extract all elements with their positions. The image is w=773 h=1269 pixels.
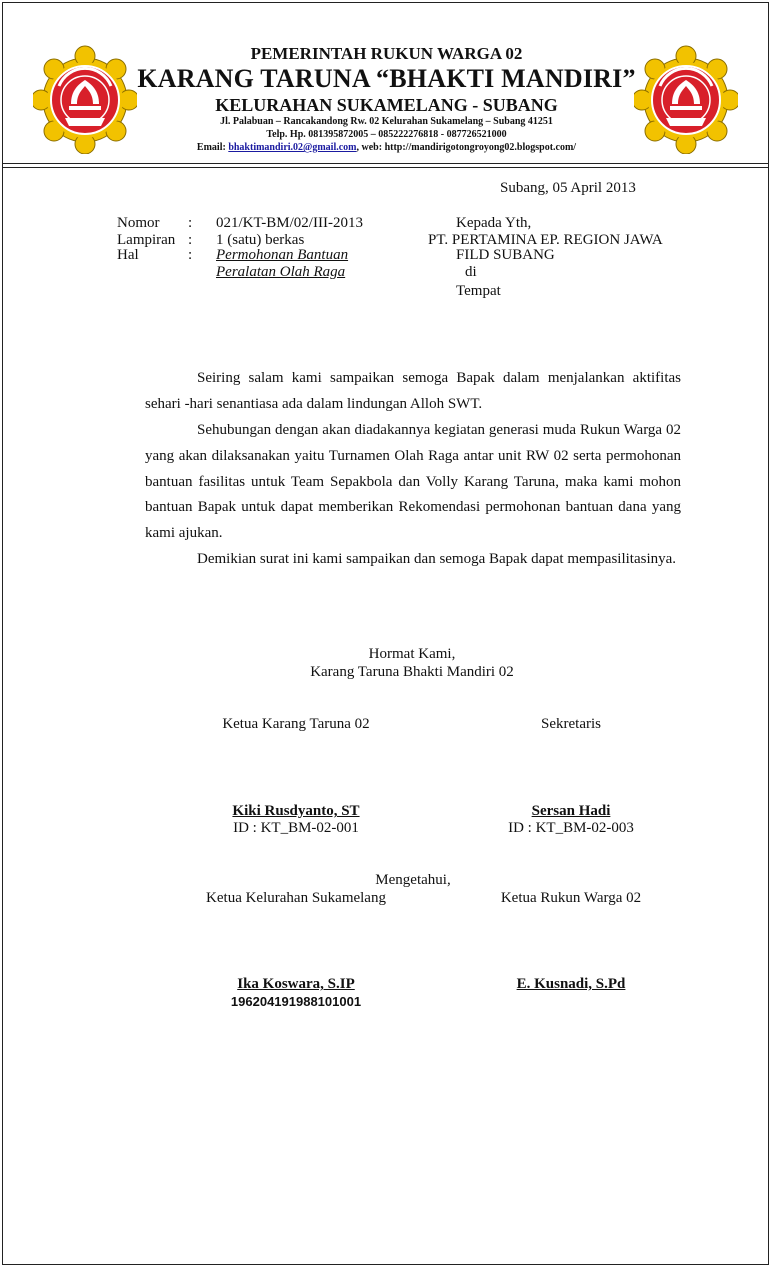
nomor-value: 021/KT-BM/02/III-2013 bbox=[216, 215, 363, 231]
signer-right-name: Sersan Hadi bbox=[531, 803, 611, 819]
lampiran-colon: : bbox=[188, 232, 193, 248]
signer-right-title: Sekretaris bbox=[541, 716, 601, 732]
nomor-colon: : bbox=[188, 215, 193, 231]
rw-title: Ketua Rukun Warga 02 bbox=[500, 890, 642, 906]
recipient-line3: FILD SUBANG bbox=[456, 247, 555, 263]
signer-left-id: ID : KT_BM-02-001 bbox=[233, 820, 359, 836]
lampiran-value: 1 (satu) berkas bbox=[216, 232, 305, 248]
letterhead-line3: KELURAHAN SUKAMELANG - SUBANG bbox=[215, 95, 558, 115]
body-paragraph-1: Seiring salam kami sampaikan semoga Bapak dalam menjalankan aktifitas sehari -hari senantiasa ada dalam lindungan Alloh SWT. bbox=[145, 370, 681, 412]
letterhead-divider-bottom bbox=[2, 167, 769, 168]
signer-right-id: ID : KT_BM-02-003 bbox=[508, 820, 634, 836]
letterhead-divider-top bbox=[2, 163, 769, 164]
kelurahan-title: Ketua Kelurahan Sukamelang bbox=[206, 890, 386, 906]
body-paragraph-3: Demikian surat ini kami sampaikan dan semoga Bapak dapat mempasilitasinya. bbox=[197, 551, 677, 567]
letterhead-line1: PEMERINTAH RUKUN WARGA 02 bbox=[250, 44, 523, 63]
recipient-line4: di bbox=[465, 264, 477, 280]
signer-left-title: Ketua Karang Taruna 02 bbox=[222, 716, 370, 732]
letterhead-address: Jl. Palabuan – Rancakandong Rw. 02 Kelurahan Sukamelang – Subang 41251 bbox=[220, 116, 553, 127]
hal-value-line1: Permohonan Bantuan bbox=[216, 247, 349, 263]
page-border bbox=[2, 2, 769, 1265]
letterhead-contact bbox=[0, 142, 773, 153]
hal-colon: : bbox=[188, 247, 193, 263]
signer-left-name: Kiki Rusdyanto, ST bbox=[232, 803, 360, 819]
email-label: Email: bbox=[196, 142, 226, 153]
recipient-line1: Kepada Yth, bbox=[456, 215, 532, 231]
acknowledged-label: Mengetahui, bbox=[375, 872, 451, 888]
lampiran-label: Lampiran bbox=[117, 232, 176, 248]
email-link[interactable]: bhaktimandiri.02@gmail.com bbox=[228, 142, 357, 153]
kelurahan-nip: 196204191988101001 bbox=[230, 994, 362, 1009]
nomor-label: Nomor bbox=[117, 215, 160, 231]
letter-date: Subang, 05 April 2013 bbox=[500, 180, 636, 196]
letterhead-org-name: KARANG TARUNA “BHAKTI MANDIRI” bbox=[137, 64, 636, 93]
closing-org: Karang Taruna Bhakti Mandiri 02 bbox=[310, 664, 514, 680]
recipient-line2: PT. PERTAMINA EP. REGION JAWA bbox=[428, 232, 663, 248]
hal-value-line2: Peralatan Olah Raga bbox=[216, 264, 346, 280]
hal-label: Hal bbox=[117, 247, 139, 263]
letterhead-phone: Telp. Hp. 081395872005 – 085222276818 - 087726521000 bbox=[266, 129, 507, 140]
body-paragraph-2: Sehubungan dengan akan diadakannya kegiatan generasi muda Rukun Warga 02 yang akan dilaksanakan yaitu Turnamen Olah Raga antar unit RW 02 serta permohonan bantuan fasilitas untuk Team Sepakbola dan Volly Karang Taruna, maka kami mohon bantuan Bapak untuk dapat memberikan Rekomendasi permohonan bantuan dana yang kami ajukan. bbox=[145, 422, 681, 542]
recipient-line5: Tempat bbox=[456, 283, 501, 299]
kelurahan-name: Ika Koswara, S.IP bbox=[237, 976, 355, 992]
closing-greeting: Hormat Kami, bbox=[368, 646, 456, 662]
web-text: , web: http://mandirigotongroyong02.blogspot.com/ bbox=[356, 142, 577, 153]
rw-name: E. Kusnadi, S.Pd bbox=[516, 976, 626, 992]
